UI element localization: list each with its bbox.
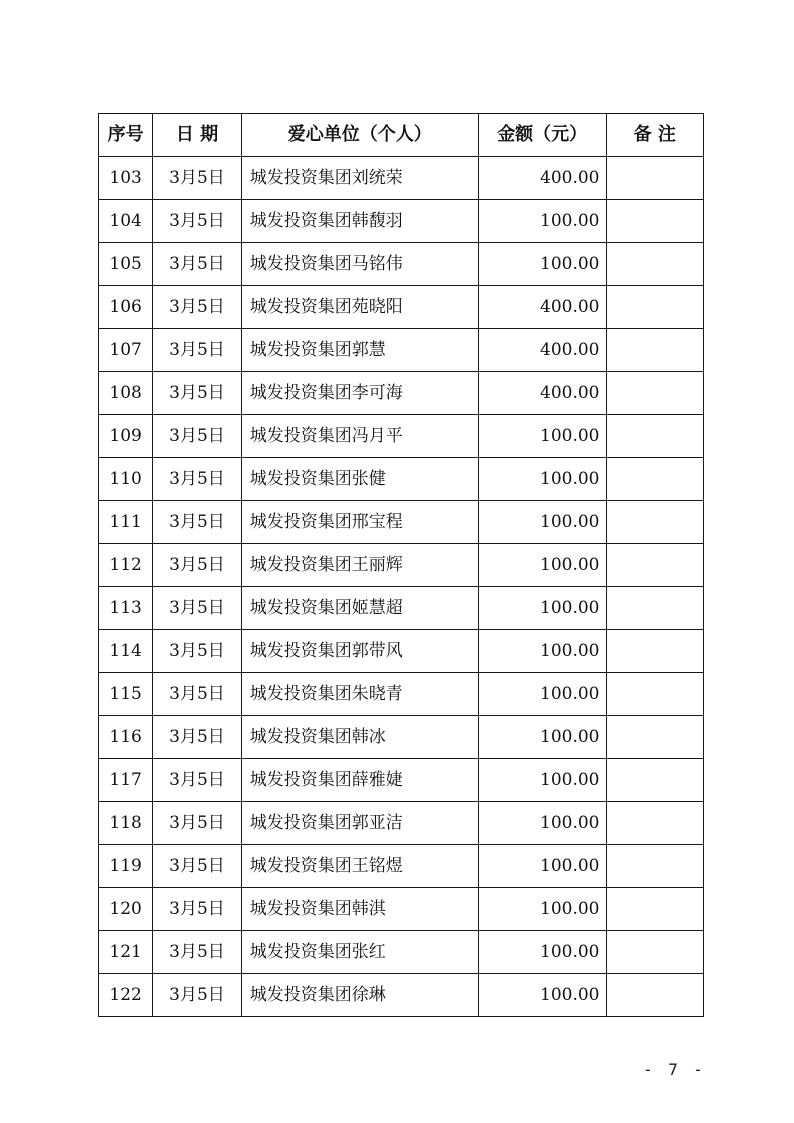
cell-donor: 城发投资集团邢宝程 xyxy=(241,501,478,544)
cell-seq: 109 xyxy=(99,415,153,458)
table-row xyxy=(99,286,704,329)
cell-amount: 100.00 xyxy=(478,630,606,673)
donation-table xyxy=(98,113,704,1017)
table-row xyxy=(99,802,704,845)
cell-note xyxy=(606,501,704,544)
cell-date: 3月5日 xyxy=(153,329,241,372)
cell-donor: 城发投资集团冯月平 xyxy=(241,415,478,458)
cell-seq: 108 xyxy=(99,372,153,415)
cell-donor: 城发投资集团张红 xyxy=(241,931,478,974)
cell-donor: 城发投资集团徐琳 xyxy=(241,974,478,1017)
cell-donor: 城发投资集团郭亚洁 xyxy=(241,802,478,845)
page-number: - 7 - xyxy=(645,1060,707,1079)
cell-amount: 100.00 xyxy=(478,243,606,286)
cell-date: 3月5日 xyxy=(153,372,241,415)
cell-seq: 103 xyxy=(99,157,153,200)
cell-note xyxy=(606,200,704,243)
cell-note xyxy=(606,458,704,501)
table-row xyxy=(99,157,704,200)
cell-date: 3月5日 xyxy=(153,974,241,1017)
cell-date: 3月5日 xyxy=(153,587,241,630)
cell-seq: 114 xyxy=(99,630,153,673)
header-seq: 序号 xyxy=(99,114,153,157)
cell-note xyxy=(606,716,704,759)
cell-seq: 115 xyxy=(99,673,153,716)
header-amount: 金额（元） xyxy=(478,114,606,157)
cell-amount: 100.00 xyxy=(478,501,606,544)
cell-date: 3月5日 xyxy=(153,458,241,501)
cell-note xyxy=(606,888,704,931)
cell-amount: 100.00 xyxy=(478,931,606,974)
cell-amount: 100.00 xyxy=(478,673,606,716)
cell-note xyxy=(606,587,704,630)
cell-note xyxy=(606,544,704,587)
cell-amount: 100.00 xyxy=(478,587,606,630)
table-row xyxy=(99,974,704,1017)
cell-donor: 城发投资集团韩淇 xyxy=(241,888,478,931)
table-row xyxy=(99,329,704,372)
cell-donor: 城发投资集团韩冰 xyxy=(241,716,478,759)
cell-donor: 城发投资集团王铭煜 xyxy=(241,845,478,888)
table-row xyxy=(99,372,704,415)
cell-date: 3月5日 xyxy=(153,286,241,329)
cell-amount: 100.00 xyxy=(478,888,606,931)
cell-seq: 121 xyxy=(99,931,153,974)
table-row xyxy=(99,544,704,587)
table-row xyxy=(99,759,704,802)
cell-date: 3月5日 xyxy=(153,931,241,974)
cell-seq: 113 xyxy=(99,587,153,630)
cell-date: 3月5日 xyxy=(153,415,241,458)
table-row xyxy=(99,673,704,716)
cell-amount: 100.00 xyxy=(478,974,606,1017)
cell-note xyxy=(606,286,704,329)
cell-donor: 城发投资集团李可海 xyxy=(241,372,478,415)
table-row xyxy=(99,888,704,931)
cell-seq: 116 xyxy=(99,716,153,759)
table-row xyxy=(99,845,704,888)
cell-amount: 100.00 xyxy=(478,458,606,501)
cell-donor: 城发投资集团郭带风 xyxy=(241,630,478,673)
cell-donor: 城发投资集团刘统荣 xyxy=(241,157,478,200)
cell-note xyxy=(606,931,704,974)
header-row xyxy=(99,114,704,157)
header-note: 备 注 xyxy=(606,114,704,157)
cell-amount: 100.00 xyxy=(478,845,606,888)
cell-seq: 118 xyxy=(99,802,153,845)
cell-date: 3月5日 xyxy=(153,157,241,200)
cell-date: 3月5日 xyxy=(153,673,241,716)
cell-note xyxy=(606,802,704,845)
table-row xyxy=(99,415,704,458)
cell-amount: 400.00 xyxy=(478,286,606,329)
table-header xyxy=(99,114,704,157)
cell-note xyxy=(606,630,704,673)
header-donor: 爱心单位（个人） xyxy=(241,114,478,157)
cell-seq: 110 xyxy=(99,458,153,501)
cell-donor: 城发投资集团马铭伟 xyxy=(241,243,478,286)
cell-date: 3月5日 xyxy=(153,243,241,286)
cell-donor: 城发投资集团王丽辉 xyxy=(241,544,478,587)
cell-seq: 105 xyxy=(99,243,153,286)
cell-date: 3月5日 xyxy=(153,845,241,888)
cell-date: 3月5日 xyxy=(153,802,241,845)
cell-date: 3月5日 xyxy=(153,759,241,802)
cell-date: 3月5日 xyxy=(153,544,241,587)
table-row xyxy=(99,501,704,544)
table-body xyxy=(99,157,704,1017)
table-row xyxy=(99,243,704,286)
table-row xyxy=(99,200,704,243)
cell-date: 3月5日 xyxy=(153,630,241,673)
cell-note xyxy=(606,372,704,415)
cell-date: 3月5日 xyxy=(153,716,241,759)
cell-note xyxy=(606,759,704,802)
cell-amount: 400.00 xyxy=(478,372,606,415)
cell-seq: 122 xyxy=(99,974,153,1017)
cell-donor: 城发投资集团苑晓阳 xyxy=(241,286,478,329)
cell-note xyxy=(606,329,704,372)
cell-seq: 111 xyxy=(99,501,153,544)
cell-amount: 100.00 xyxy=(478,716,606,759)
cell-seq: 112 xyxy=(99,544,153,587)
cell-amount: 100.00 xyxy=(478,802,606,845)
cell-amount: 100.00 xyxy=(478,415,606,458)
cell-donor: 城发投资集团薛雅婕 xyxy=(241,759,478,802)
cell-seq: 107 xyxy=(99,329,153,372)
header-date: 日 期 xyxy=(153,114,241,157)
cell-note xyxy=(606,157,704,200)
cell-seq: 104 xyxy=(99,200,153,243)
cell-amount: 100.00 xyxy=(478,759,606,802)
cell-donor: 城发投资集团郭慧 xyxy=(241,329,478,372)
cell-date: 3月5日 xyxy=(153,888,241,931)
cell-amount: 400.00 xyxy=(478,329,606,372)
cell-amount: 100.00 xyxy=(478,544,606,587)
table-row xyxy=(99,587,704,630)
cell-seq: 119 xyxy=(99,845,153,888)
cell-note xyxy=(606,243,704,286)
cell-date: 3月5日 xyxy=(153,200,241,243)
table-row xyxy=(99,458,704,501)
table-row xyxy=(99,630,704,673)
cell-donor: 城发投资集团张健 xyxy=(241,458,478,501)
cell-date: 3月5日 xyxy=(153,501,241,544)
cell-note xyxy=(606,673,704,716)
cell-note xyxy=(606,415,704,458)
table-row xyxy=(99,716,704,759)
cell-amount: 400.00 xyxy=(478,157,606,200)
cell-donor: 城发投资集团朱晓青 xyxy=(241,673,478,716)
cell-amount: 100.00 xyxy=(478,200,606,243)
cell-seq: 117 xyxy=(99,759,153,802)
cell-seq: 106 xyxy=(99,286,153,329)
cell-seq: 120 xyxy=(99,888,153,931)
cell-donor: 城发投资集团韩馥羽 xyxy=(241,200,478,243)
table-row xyxy=(99,931,704,974)
cell-donor: 城发投资集团姬慧超 xyxy=(241,587,478,630)
cell-note xyxy=(606,845,704,888)
cell-note xyxy=(606,974,704,1017)
